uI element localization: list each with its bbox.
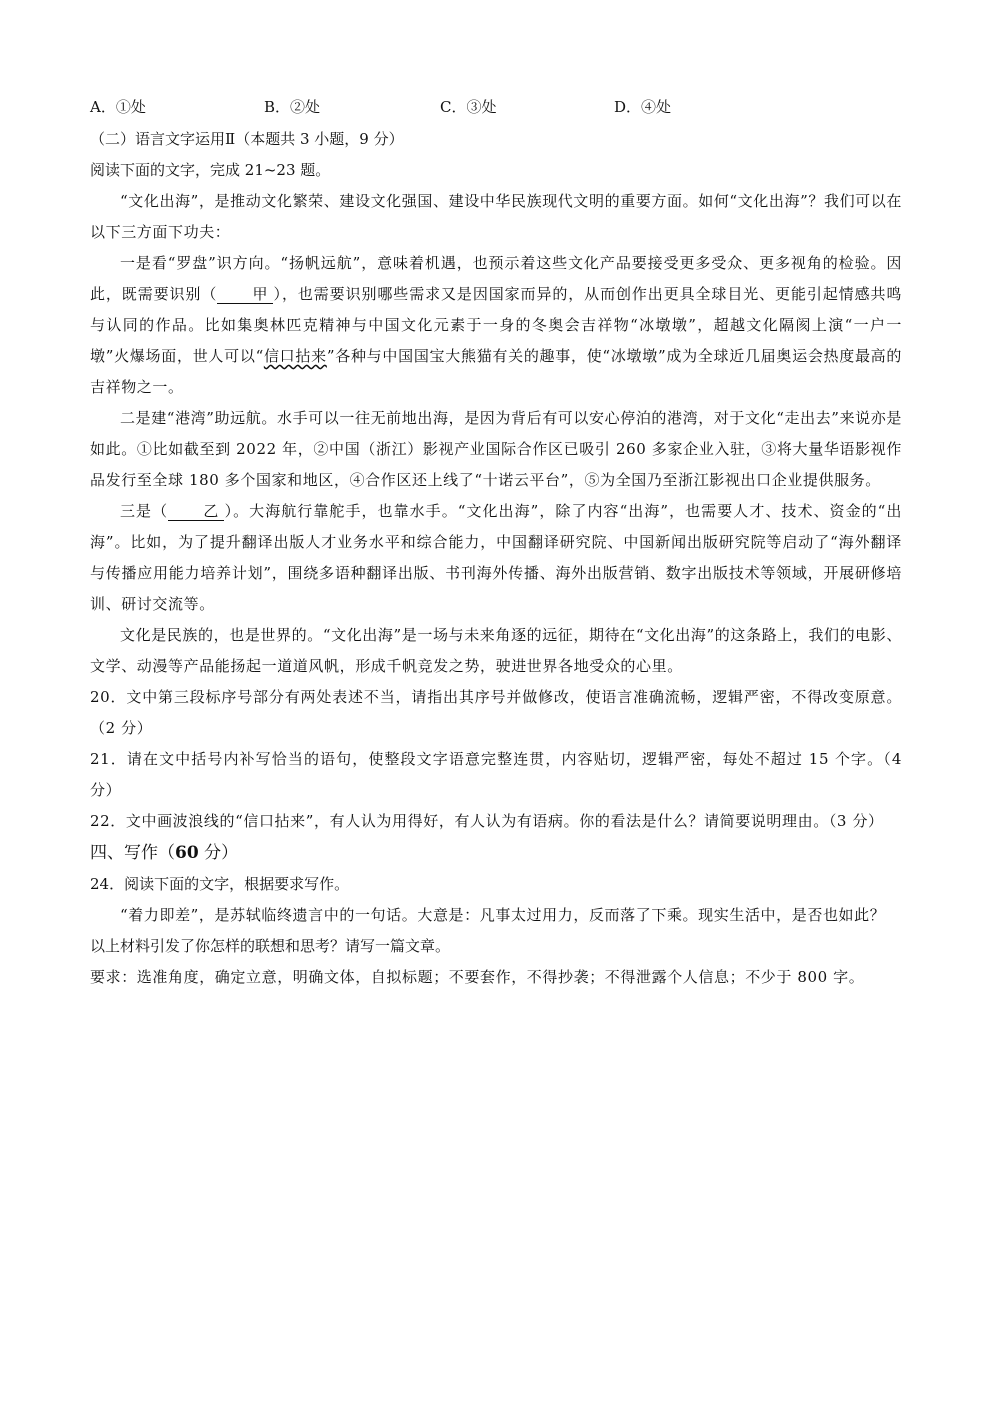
passage-paragraph-2 xyxy=(90,248,902,403)
option-a: A．①处 xyxy=(90,98,146,116)
answer-options xyxy=(90,96,902,124)
option-c: C．③处 xyxy=(440,98,497,116)
option-b: B．②处 xyxy=(264,98,321,116)
paragraph-2-text-start: 一是看“罗盘”识方向。“扬帆远航”，意味着机遇，也预示着这些文化产品要接受更多受众、更多视角的检验。因此，既需要识别（ xyxy=(90,254,902,303)
writing-requirements: 要求：选准角度，确定立意，明确文体，自拟标题；不要套作，不得抄袭；不得泄露个人信息；不少于 800 字。 xyxy=(90,968,865,986)
paragraph-2-text-end: ”各种与中国国宝大熊猫有关的趣事，使“冰墩墩”成为全球近几届奥运会热度最高的吉祥物之一。 xyxy=(90,347,903,396)
exam-page xyxy=(90,96,902,993)
paragraph-4-text-end: ）。大海航行靠舵手，也靠水手。“文化出海”，除了内容“出海”，也需要人才、技术、资金的“出海”。比如，为了提升翻译出版人才业务水平和综合能力，中国翻译研究院、中国新闻出版研究院等启动了“海外翻译与传播应用能力培养计划”，围绕多语种翻译出版、书刊海外传播、海外出版营销、数字出版技术等领域，开展研修培训、研讨交流等。 xyxy=(90,502,902,613)
writing-section-heading xyxy=(90,837,902,869)
question-24: 24．阅读下面的文字，根据要求写作。 xyxy=(90,875,350,893)
writing-heading-prefix: 四、写作（ xyxy=(90,843,175,863)
passage-paragraph-3: 二是建“港湾”助远航。水手可以一往无前地出海，是因为背后有可以安心停泊的港湾，对于文化“走出去”来说亦是如此。①比如截至到 2022 年，②中国（浙江）影视产业国际合作区已吸引 260 多家企业入驻，③将大量华语影视作品发行至全球 180 多个国家和地区，④合作区还上线了“十诺云平台”，⑤为全国乃至浙江影视出口企业提供服务。 xyxy=(90,409,902,489)
passage-paragraph-5: 文化是民族的，也是世界的。“文化出海”是一场与未来角逐的远征，期待在“文化出海”的这条路上，我们的电影、文学、动漫等产品能扬起一道道风帆，形成千帆竞发之势，驶进世界各地受众的心里。 xyxy=(90,626,902,675)
option-d: D．④处 xyxy=(614,98,672,116)
reading-instruction: 阅读下面的文字，完成 21~23 题。 xyxy=(90,161,331,179)
passage-paragraph-1: “文化出海”，是推动文化繁荣、建设文化强国、建设中华民族现代文明的重要方面。如何“文化出海”？我们可以在以下三方面下功夫： xyxy=(90,192,902,241)
paragraph-2-text-middle: ），也需要识别哪些需求又是因国家而异的，从而创作出更具全球目光、更能引起情感共鸣与认同的作品。比如集奥林匹克精神与中国文化元素于一身的冬奥会吉祥物“冰墩墩”，超越文化隔阂上演“一户一墩”火爆场面，世人可以“ xyxy=(90,285,902,365)
writing-prompt: 以上材料引发了你怎样的联想和思考？请写一篇文章。 xyxy=(90,937,451,955)
writing-material: “着力即差”，是苏轼临终遗言中的一句话。大意是：凡事太过用力，反而落了下乘。现实生活中，是否也如此？ xyxy=(120,906,886,924)
blank-yi: 乙 xyxy=(168,502,224,521)
blank-jia: 甲 xyxy=(217,285,273,304)
wavy-underlined-phrase: 信口拈来 xyxy=(263,347,327,365)
question-20: 20．文中第三段标序号部分有两处表述不当，请指出其序号并做修改，使语言准确流畅，逻辑严密，不得改变原意。（2 分） xyxy=(90,688,902,737)
paragraph-4-text-start: 三是（ xyxy=(120,502,169,520)
passage-paragraph-4 xyxy=(90,496,902,620)
question-22: 22．文中画波浪线的“信口拈来”，有人认为用得好，有人认为有语病。你的看法是什么？请简要说明理由。（3 分） xyxy=(90,812,884,830)
writing-heading-score: 60 xyxy=(175,843,199,863)
writing-heading-suffix: 分） xyxy=(198,843,239,863)
section-header: （二）语言文字运用Ⅱ（本题共 3 小题，9 分） xyxy=(90,130,404,148)
question-21: 21．请在文中括号内补写恰当的语句，使整段文字语意完整连贯，内容贴切，逻辑严密，每处不超过 15 个字。（4 分） xyxy=(90,750,902,799)
